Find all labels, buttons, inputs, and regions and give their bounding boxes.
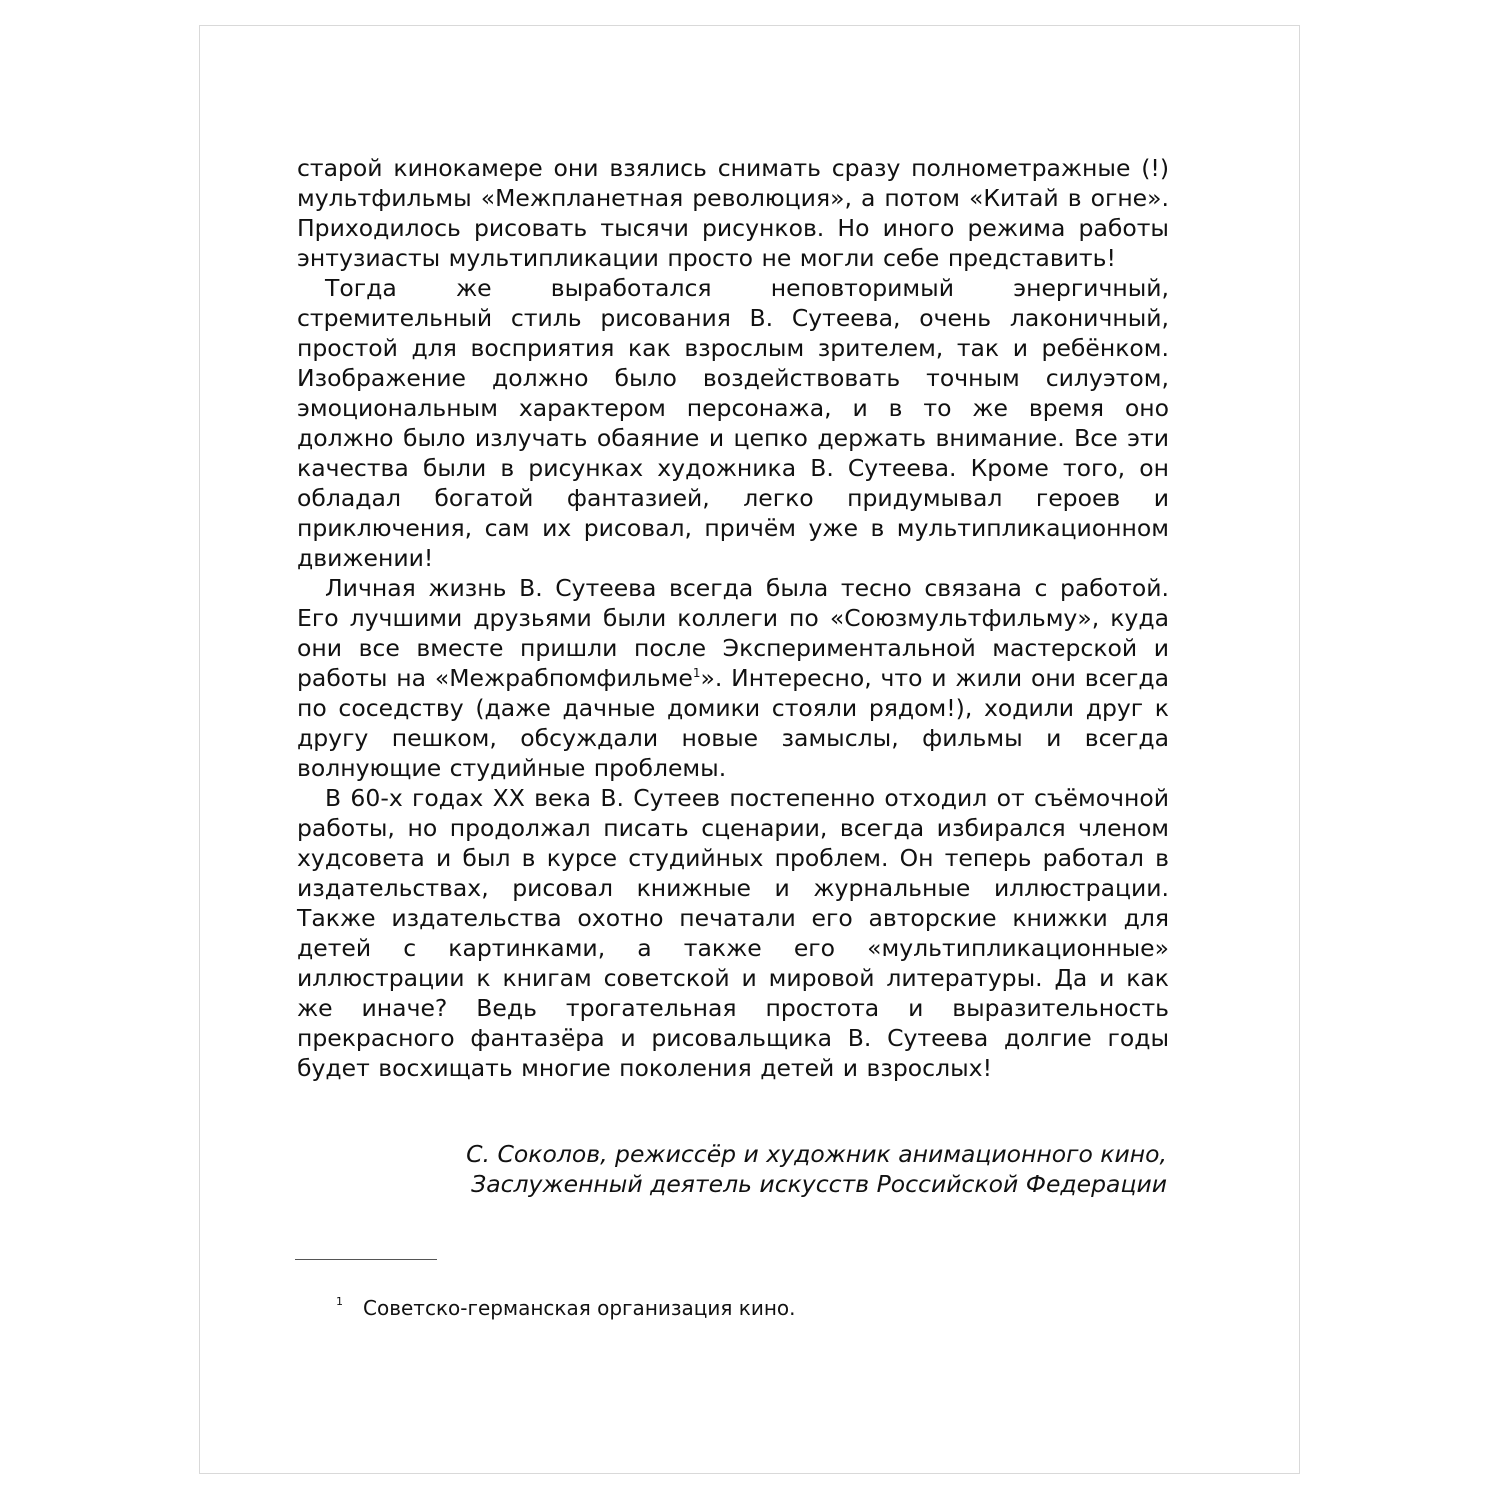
footnote — [336, 1295, 796, 1321]
paragraph-1: старой кинокамере они взялись снимать сразу полнометражные (!) мультфильмы «Межпланетная революция», а потом «Китай в огне». Приходилось рисовать тысячи рисунков. Но иного режима работы энтузиасты мультипликации просто не могли себе представить! — [297, 154, 1169, 272]
signature-line-1: С. Соколов, режиссёр и художник анимационного кино, — [466, 1140, 1167, 1168]
paragraph-4: В 60-х годах XX века В. Сутеев постепенно отходил от съёмочной работы, но продолжал писать сценарии, всегда избирался членом худсовета и был в курсе студийных проблем. Он теперь работал в издательствах, рисовал книжные и журнальные иллюстрации. Также издательства охотно печатали его авторские книжки для детей с картинками, а также его «мультипликационные» иллюстрации к книгам советской и мировой литературы. Да и как же иначе? Ведь трогательная простота и выразительность прекрасного фантазёра и рисовальщика В. Сутеева долгие годы будет восхищать многие поколения детей и взрослых! — [297, 784, 1169, 1082]
main-text — [297, 153, 1169, 1083]
footnote-reference[interactable]: 1 — [692, 666, 701, 681]
signature-line-2: Заслуженный деятель искусств Российской Федерации — [471, 1170, 1167, 1198]
paragraph-3 — [297, 573, 1169, 783]
author-signature — [295, 1139, 1167, 1199]
footnote-mark: 1 — [336, 1295, 343, 1308]
paragraph-2: Тогда же выработался неповторимый энергичный, стремительный стиль рисования В. Сутеева, очень лаконичный, простой для восприятия как взрослым зрителем, так и ребёнком. Изображение должно было воздействовать точным силуэтом, эмоциональным характером персонажа, и в то же время оно должно было излучать обаяние и цепко держать внимание. Все эти качества были в рисунках художника В. Сутеева. Кроме того, он обладал богатой фантазией, легко придумывал героев и приключения, сам их рисовал, причём уже в мультипликационном движении! — [297, 274, 1169, 572]
footnote-text: Советско-германская организация кино. — [363, 1296, 796, 1320]
footnote-divider — [295, 1259, 437, 1260]
paragraph-3-end: ». Интересно, что и жили они всегда по соседству (даже дачные домики стояли рядом!), ходили друг к другу пешком, обсуждали новые замыслы, фильмы и всегда волнующие студийные проблемы. — [297, 664, 1169, 782]
book-page — [199, 25, 1300, 1474]
paragraph-3-start: Личная жизнь В. Сутеева всегда была тесно связана с работой. Его лучшими друзьями были коллеги по «Союзмультфильму», куда они все вместе пришли после Экспериментальной мастерской и работы на «Межрабпомфильме — [297, 574, 1169, 692]
